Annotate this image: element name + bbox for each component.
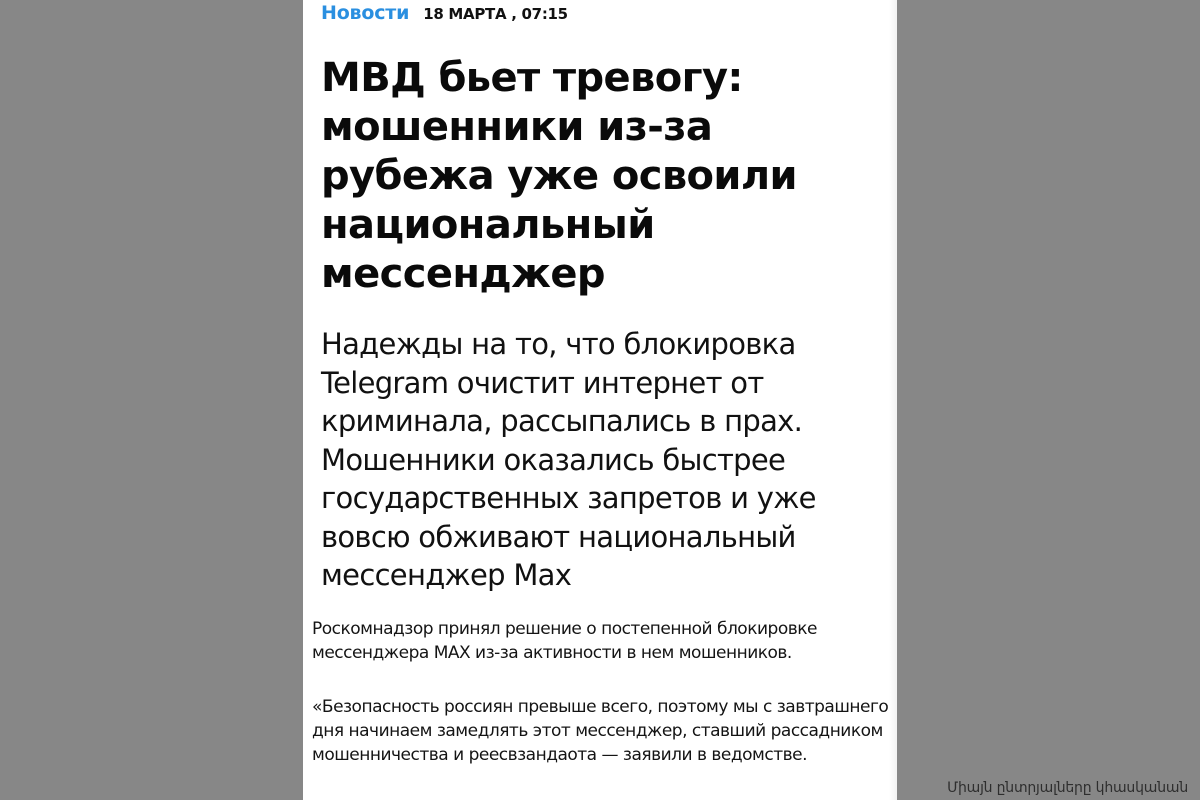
article-card (303, 0, 897, 800)
publish-date: 18 МАРТА , 07:15 (423, 5, 568, 23)
article-paragraph: «Безопасность россиян превыше всего, поэтому мы с завтрашнего дня начинаем замедлять этот мессенджер, ставший рассадником мошенничества и реесвзандаота — заявили в ведомстве. (312, 697, 889, 765)
article-paragraph: Роскомнадзор принял решение о постепенной блокировке мессенджера MAX из-за активности в нем мошенников. (312, 619, 817, 663)
article-meta (321, 2, 568, 24)
section-link-news[interactable]: Новости (321, 2, 410, 24)
article-headline: МВД бьет тревогу: мошенники из-за рубежа уже освоили национальный мессенджер (321, 55, 797, 297)
article-lead: Надежды на то, что блокировка Telegram очистит интернет от криминала, рассыпались в прах. Мошенники оказались быстрее государственных запретов и уже вовсю обживают национальный мессенджер Max (321, 327, 816, 592)
watermark-caption: Միայն ընտրյալները կհասկանան (947, 780, 1188, 796)
